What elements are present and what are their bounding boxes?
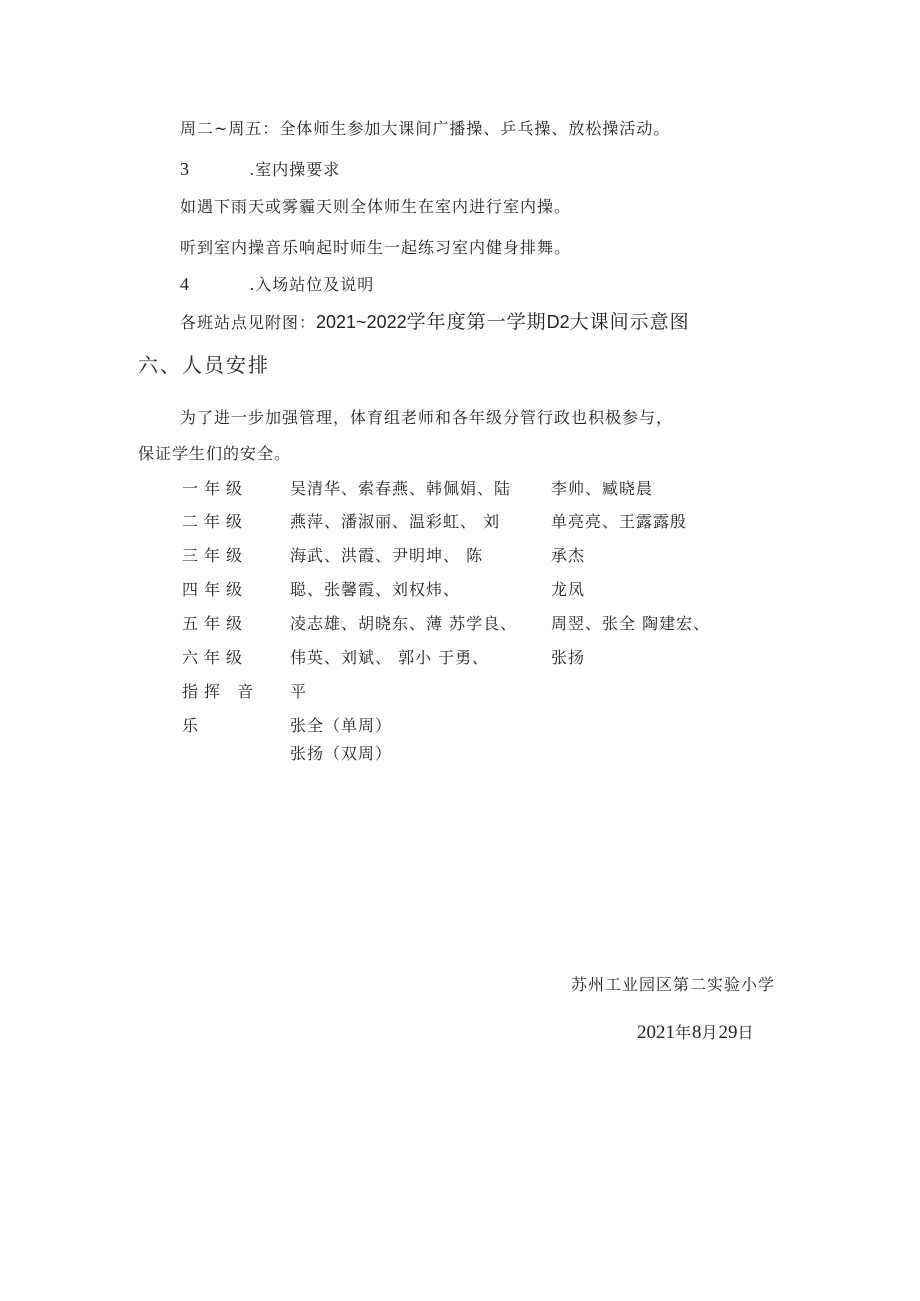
staff-row-names: 凌志雄、胡晓东、薄 苏学良、 xyxy=(290,614,518,633)
station-prefix: 各班站点见附图： xyxy=(180,313,317,332)
staff-row-names: 聪、张馨霞、刘权炜、 xyxy=(290,580,461,599)
music-teacher-alt: 张扬（双周） xyxy=(290,744,393,763)
station-years: 2021~2022 xyxy=(316,312,407,332)
staff-row-names: 平 xyxy=(290,682,308,701)
item-3-title: .室内操要求 xyxy=(249,160,341,179)
staff-row-grade: 六年级 xyxy=(182,648,249,667)
date-month-unit: 月 xyxy=(701,1023,719,1042)
staff-row-names: 海武、洪霞、尹明坤、 陈 xyxy=(290,546,484,565)
signature-school: 苏州工业园区第二实验小学 xyxy=(571,975,776,994)
staff-row-grade: 一年级 xyxy=(182,479,249,498)
staff-row-admin: 承杰 xyxy=(551,546,586,565)
item-4-title: .入场站位及说明 xyxy=(249,275,375,294)
item-4-number: 4 xyxy=(180,274,189,294)
date-day: 29 xyxy=(718,1022,738,1043)
staff-row-grade: 四年级 xyxy=(182,580,249,599)
staff-row-grade: 乐 xyxy=(182,716,205,735)
station-caption xyxy=(180,312,690,333)
staff-row-names: 张全（单周） xyxy=(290,716,393,735)
date-day-unit: 日 xyxy=(737,1023,755,1042)
indoor-rule-text-1: 如遇下雨天或雾霾天则全体师生在室内进行室内操。 xyxy=(180,197,572,216)
staff-intro-line-1: 为了进一步加强管理，体育组老师和各年级分管行政也积极参与， xyxy=(180,408,674,427)
staff-row-names: 燕萍、潘淑丽、温彩虹、 刘 xyxy=(290,512,501,531)
date-year: 2021 xyxy=(637,1022,675,1043)
staff-row-grade: 二年级 xyxy=(182,512,249,531)
staff-row-grade: 三年级 xyxy=(182,546,249,565)
station-suffix: 大课间示意图 xyxy=(569,311,690,333)
item-3-number: 3 xyxy=(180,159,189,179)
staff-row-admin: 单亮亮、王露露殷 xyxy=(551,512,688,531)
date-month: 8 xyxy=(692,1022,702,1043)
indoor-rule-text-2: 听到室内操音乐响起时师生一起练习室内健身排舞。 xyxy=(180,238,572,257)
staff-row-admin: 李帅、臧晓晨 xyxy=(551,479,654,498)
item-3-heading xyxy=(180,159,340,180)
staff-row-admin: 周翌、张全 陶建宏、 xyxy=(551,614,711,633)
date-year-unit: 年 xyxy=(675,1023,693,1042)
staff-row-admin: 龙凤 xyxy=(551,580,586,599)
exercise-schedule-text: 周二~周五：全体师生参加大课间广播操、乒乓操、放松操活动。 xyxy=(180,119,671,138)
staff-row-names: 伟英、刘斌、 郭小 于勇、 xyxy=(290,648,490,667)
signature-date xyxy=(637,1023,755,1043)
staff-row-names: 吴清华、索春燕、韩佩娟、陆 xyxy=(290,479,512,498)
staff-row-admin: 张扬 xyxy=(551,648,586,667)
station-code: D2 xyxy=(546,312,570,332)
item-4-heading xyxy=(180,274,374,295)
station-mid: 学年度第一学期 xyxy=(406,311,547,333)
staff-row-grade: 指挥 音 xyxy=(182,682,260,701)
section-6-title: 六、人员安排 xyxy=(138,353,270,377)
staff-intro-line-2: 保证学生们的安全。 xyxy=(138,444,292,463)
staff-row-grade: 五年级 xyxy=(182,614,249,633)
